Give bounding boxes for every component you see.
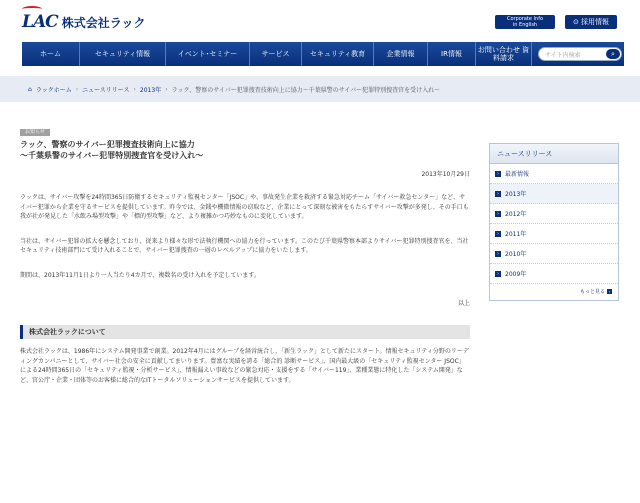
- sidebar-item-label: 2011年: [505, 231, 527, 238]
- top-header: [0, 0, 640, 42]
- sidebar-item-latest[interactable]: [490, 164, 618, 184]
- home-icon: ⌂: [28, 85, 32, 93]
- breadcrumb-year[interactable]: 2013年: [139, 86, 162, 94]
- article-main: [20, 128, 470, 385]
- corporate-btn-line2: in English: [512, 22, 538, 28]
- sidebar-item-2013[interactable]: [490, 184, 618, 204]
- title-line2: ～千葉県警のサイバー犯罪特別捜査官を受け入れ～: [20, 151, 204, 160]
- article-closing: 以上: [457, 300, 470, 307]
- sidebar-item-2011[interactable]: [490, 224, 618, 244]
- sidebar-item-label: 2009年: [505, 271, 527, 278]
- search-area: [532, 42, 622, 66]
- breadcrumb-news[interactable]: ニュースリリース: [82, 86, 130, 94]
- nav-events[interactable]: イベント･セミナー: [166, 42, 250, 66]
- logo-text: LAC: [22, 12, 58, 32]
- nav-security-info[interactable]: セキュリティ情報: [80, 42, 166, 66]
- article-date: 2013年10月29日: [421, 171, 470, 178]
- article-tag: お知らせ: [20, 129, 50, 136]
- global-nav: [22, 42, 624, 66]
- nav-ir[interactable]: IR情報: [428, 42, 476, 66]
- search-input[interactable]: [538, 47, 622, 61]
- logo-swoosh-icon: [22, 6, 42, 12]
- about-heading: 株式会社ラックについて: [20, 325, 470, 339]
- nav-home[interactable]: ホーム: [22, 42, 80, 66]
- arrow-right-icon: ›: [497, 170, 499, 177]
- search-placeholder: サイト内検索: [545, 51, 581, 59]
- sidebar-item-label: 2010年: [505, 251, 527, 258]
- arrow-right-icon: ›: [497, 250, 499, 257]
- breadcrumb-separator: ›: [75, 85, 79, 93]
- nav-education[interactable]: セキュリティ教育: [302, 42, 374, 66]
- breadcrumb-current: ラック、警察のサイバー犯罪捜査技術向上に協力～千葉県警のサイバー犯罪特別捜査官を受け入れ～: [171, 86, 441, 94]
- article-paragraph-2: 当社は、サイバー犯罪の拡大を懸念しており、従来より様々な形で法執行機関への協力を行っています。このたび千葉県警察本部よりサイバー犯罪特別捜査官を、当社セキュリティ技術部門にて受け入れることで、サイバー犯罪捜査の一層のレベルアップに協力をいたします。: [20, 237, 469, 254]
- breadcrumb-separator: ›: [165, 85, 168, 93]
- sidebar-item-2012[interactable]: [490, 204, 618, 224]
- breadcrumb-home[interactable]: ラックホーム: [35, 86, 72, 94]
- title-line1: ラック、警察のサイバー犯罪捜査技術向上に協力: [20, 140, 195, 149]
- breadcrumb-separator: ›: [133, 85, 136, 93]
- article-paragraph-1: ラックは、サイバー攻撃を24時間365日防衛するセキュリティ監視センター「JSOC」や、事故発生企業を救済する緊急対応チーム「サイバー救急センター」など、サイバー犯罪から企業を守るサービスを提供しています。昨今では、金銭や機微情報の窃取など、企業にとって深刻な被害をもたらすサイバー攻撃が多発し、その手口も我が社が発見した「水飲み場型攻撃」や「標的型攻撃」など、より複雑かつ巧妙なものに変化しています。: [20, 194, 469, 220]
- breadcrumb: [0, 76, 640, 102]
- company-logo[interactable]: [22, 12, 145, 32]
- news-sidebar: [489, 143, 619, 301]
- article-title: [20, 139, 470, 161]
- sidebar-item-label: 最新情報: [505, 171, 530, 178]
- recruit-button[interactable]: [565, 15, 617, 29]
- company-name: 株式会社ラック: [61, 15, 146, 30]
- nav-services[interactable]: サービス: [250, 42, 302, 66]
- about-text: 株式会社ラックは、1986年にシステム開発事業で創業。2012年4月にはグループを経営統合し、「新生ラック」として新たにスタート。情報セキュリティ分野のリーディングカンパニーとして、サイバー社会の安全に貢献してまいります。豊富な実績を誇る「総合的 診断サービス」、国内最大級の「セキュリティ監視センター JSOC」による24時間365日の「セキュリティ監視・分析サービス」、情報漏えい事故などの緊急対応・支援をする「サイバー119」、業種業態に特化した「システム開発」など、官公庁・企業・団体等のお客様に総合的なITトータルソリューションサービスを提供しています。: [20, 348, 469, 384]
- sidebar-item-label: 2012年: [505, 211, 527, 218]
- sidebar-item-label: 2013年: [505, 191, 527, 198]
- search-icon[interactable]: ⌕: [606, 49, 620, 59]
- recruit-icon: ⊙: [572, 18, 582, 26]
- sidebar-more-link[interactable]: [490, 284, 618, 300]
- sidebar-heading: ニュースリリース: [490, 144, 618, 164]
- arrow-right-icon: ›: [497, 210, 499, 217]
- corporate-btn-line1: Corporate Info: [506, 16, 544, 22]
- corporate-english-button[interactable]: [495, 15, 555, 29]
- nav-company[interactable]: 企業情報: [374, 42, 428, 66]
- more-label: もっと見る: [579, 289, 605, 295]
- nav-contact[interactable]: お問い合わせ 資料請求: [476, 42, 532, 66]
- arrow-right-icon: ›: [608, 289, 611, 294]
- sidebar-item-2010[interactable]: [490, 244, 618, 264]
- recruit-label: 採用情報: [581, 18, 610, 26]
- article-paragraph-3: 期間は、2013年11月1日より一人当たり4カ月で、複数名の受け入れを予定しています。: [20, 271, 260, 279]
- arrow-right-icon: ›: [497, 190, 499, 197]
- arrow-right-icon: ›: [497, 270, 499, 277]
- sidebar-item-2009[interactable]: [490, 264, 618, 284]
- arrow-right-icon: ›: [497, 230, 499, 237]
